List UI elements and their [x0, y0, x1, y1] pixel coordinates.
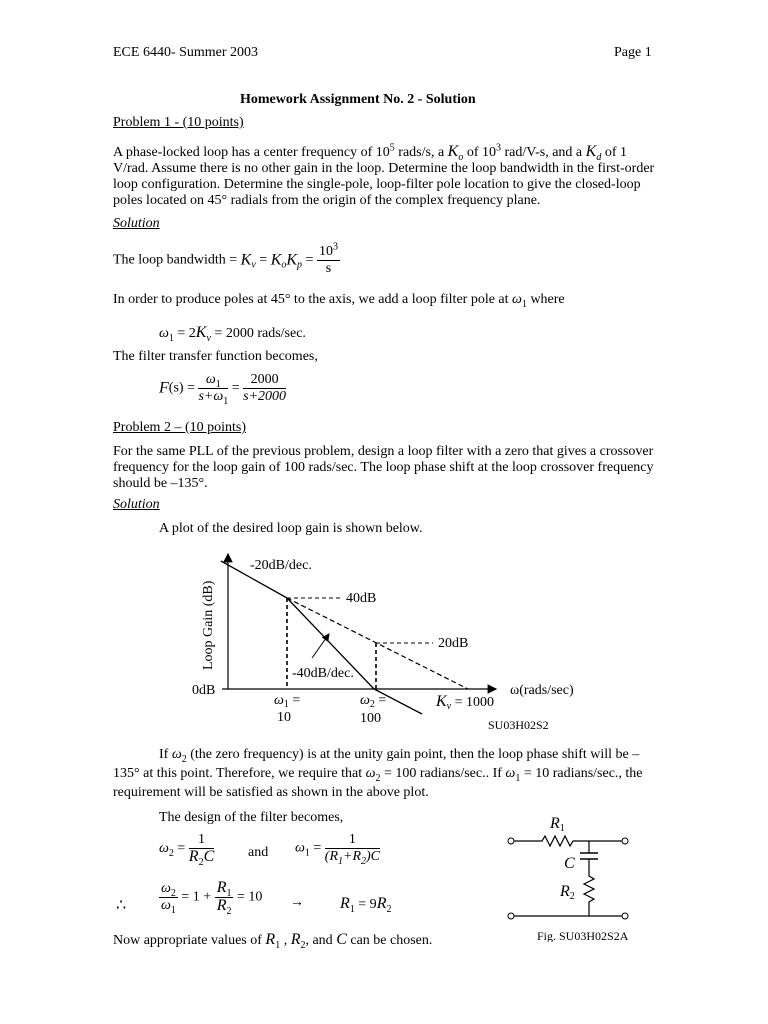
- input-terminal-top: [508, 838, 514, 844]
- problem1-solution-label: Solution: [113, 216, 160, 231]
- problem1-heading: Problem 1 - (10 points): [113, 115, 244, 130]
- slope2-label: -40dB/dec.: [292, 666, 354, 681]
- ratio-equation: $\frac{\omega_2}{\omega_1}$ = 1 + $\frac{R_1}{R_2}$ = 10: [161, 879, 263, 917]
- problem1-text: A phase-locked loop has a center frequency of $10^5$ rads/s, a $K_o$ of $10^3$ rad/V-s, and a $K_d$ of 1 V/rad. Assume there is no other gain in the loop. Determine the loop bandwidth in the first-order loop configuration. Determine the single-pole, loop-filter pole location to give the closed-loop poles located on 45° radials from the origin of the complex frequency plane.: [113, 142, 655, 208]
- omega1-equation: $\omega_1 = 2K_v = 2000$ rads/sec.: [159, 324, 306, 344]
- therefore-symbol: ∴: [116, 897, 127, 914]
- w2-value: 100: [360, 711, 381, 726]
- omega2-equation: $\omega_2$ = $\frac{1}{R_2C}$: [159, 832, 215, 868]
- c-label: C: [564, 855, 575, 872]
- r1-label: R1: [550, 815, 565, 834]
- unity-gain-text: If $\omega_2$ (the zero frequency) is at the unity gain point, then the loop phase shift will be –135° at this point. Therefore, we require that $\omega_2 = 100$ radians/sec.. If $\omega_1 = 10$ radians/sec., the requirement will be satisfied as shown in the above plot.: [113, 747, 643, 800]
- zero-db-label: 0dB: [192, 683, 216, 698]
- poles-text: In order to produce poles at 45° to the axis, we add a loop filter pole at $\omega_1$ where: [113, 292, 565, 310]
- and-text: and: [248, 845, 269, 860]
- omega1-design-equation: $\omega_1$ = $\frac{1}{(R_1+R_2)C}$: [295, 832, 381, 867]
- page-number: Page 1: [614, 45, 652, 60]
- w1-value: 10: [277, 710, 291, 725]
- transfer-function-text: The filter transfer function becomes,: [113, 349, 318, 364]
- w2-tick-label: $\omega_2$ =: [360, 693, 387, 710]
- slope1-label: -20dB/dec.: [250, 558, 312, 573]
- kv-tick-label: $K_v = 1000$: [436, 693, 495, 712]
- figure-id: SU03H02S2: [488, 718, 549, 732]
- filter-circuit: [500, 812, 650, 942]
- loop-bandwidth-equation: The loop bandwidth = $K_v = K_oK_p$ = $\frac{10^3}{s}$: [113, 241, 338, 276]
- problem2-text: For the same PLL of the previous problem, design a loop filter with a zero that gives a crossover frequency for the loop gain of 100 rads/sec. The loop phase shift at the loop crossover frequency should be –135°.: [113, 444, 654, 491]
- resistor-r1: [514, 836, 622, 846]
- page-title: Homework Assignment No. 2 - Solution: [240, 92, 476, 107]
- output-terminal-bottom: [622, 913, 628, 919]
- transfer-function-equation: F(s) = $\frac{\omega_1}{s+\omega_1}$ = $\frac{2000}{s+2000}$: [159, 372, 287, 407]
- resistor-ratio-result: $R_1 = 9R_2$: [340, 895, 392, 915]
- r2-label: R2: [560, 883, 575, 902]
- final-text: Now appropriate values of $R_1$ , $R_2$, and C can be chosen.: [113, 931, 433, 951]
- problem2-heading: Problem 2 – (10 points): [113, 420, 246, 435]
- plot-intro: A plot of the desired loop gain is shown below.: [159, 521, 423, 536]
- implies-arrow: →: [290, 895, 304, 910]
- bode-plot: [0, 548, 768, 748]
- problem2-solution-label: Solution: [113, 497, 160, 512]
- level40-label: 40dB: [346, 591, 377, 606]
- input-terminal-bottom: [508, 913, 514, 919]
- y-axis-label: Loop Gain (dB): [201, 580, 216, 670]
- level20-label: 20dB: [438, 636, 469, 651]
- x-axis-label: ω(rads/sec): [510, 683, 574, 698]
- design-text: The design of the filter becomes,: [159, 810, 344, 825]
- w1-tick-label: $\omega_1$ =: [274, 693, 301, 710]
- figure-caption: Fig. SU03H02S2A: [537, 929, 629, 942]
- course-header: ECE 6440- Summer 2003: [113, 45, 259, 60]
- slope2-arrow: [312, 634, 329, 658]
- output-terminal-top: [622, 838, 628, 844]
- resistor-r2: [584, 859, 594, 916]
